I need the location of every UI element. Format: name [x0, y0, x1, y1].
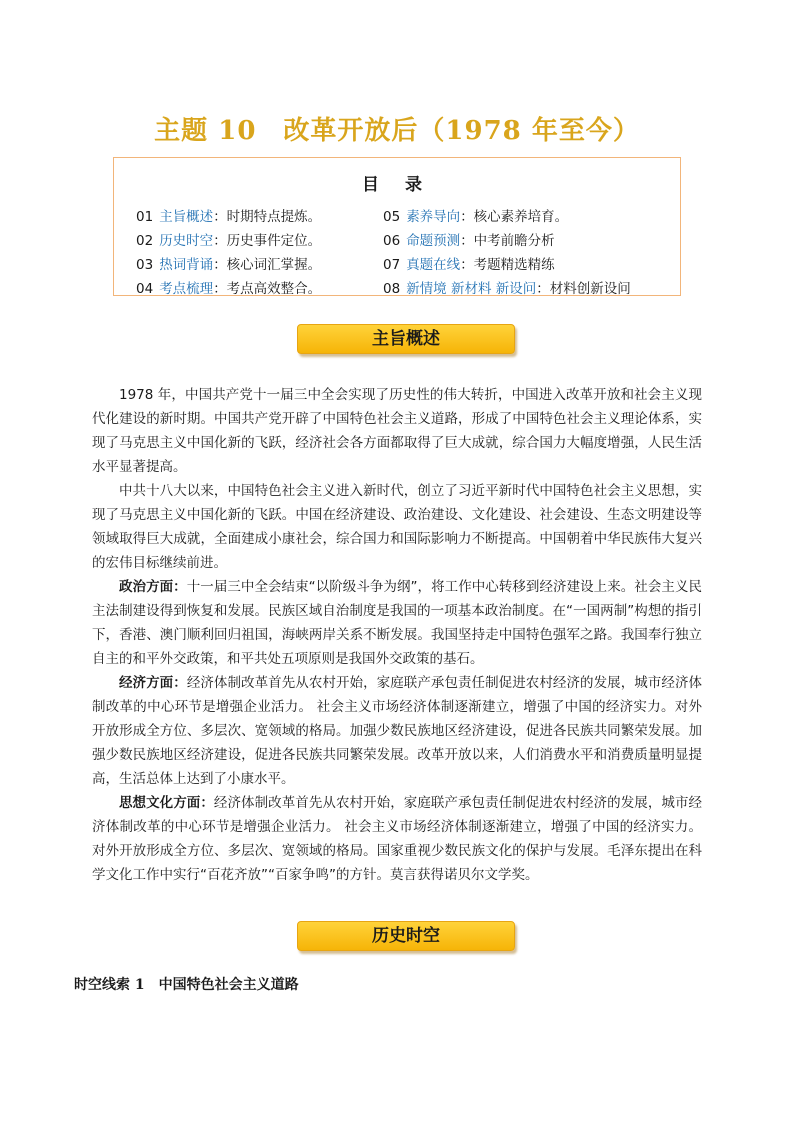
toc-item-desc: ：考点高效整合。	[213, 281, 322, 297]
toc-item-label: 热词背诵	[159, 257, 214, 273]
toc-item-label: 考点梳理	[159, 281, 214, 297]
toc-item-number: 03	[136, 257, 154, 273]
toc-item-desc: ：中考前瞻分析	[460, 233, 555, 249]
toc-item-label: 素养导向	[406, 209, 461, 225]
toc-item-overview[interactable]	[136, 205, 321, 225]
section-banner-timeline: 历史时空	[297, 921, 515, 951]
culture-label: 思想文化方面：	[119, 795, 214, 811]
toc-item-literacy[interactable]	[383, 205, 568, 225]
politics-label: 政治方面：	[119, 579, 187, 595]
toc-item-number: 01	[136, 209, 154, 225]
toc-item-label: 真题在线	[406, 257, 461, 273]
toc-item-desc: ：核心词汇掌握。	[213, 257, 322, 273]
toc-heading: 目 录	[362, 175, 432, 195]
toc-item-key-points[interactable]	[136, 277, 321, 297]
toc-item-desc: ：考题精选精练	[460, 257, 555, 273]
toc-item-label: 历史时空	[159, 233, 214, 249]
economy-label: 经济方面：	[119, 675, 187, 691]
toc-item-prediction[interactable]	[383, 229, 555, 249]
toc-item-desc: ：历史事件定位。	[213, 233, 322, 249]
toc-item-desc: ：核心素养培育。	[460, 209, 569, 225]
toc-item-desc: ：材料创新设问	[536, 281, 631, 297]
paragraph-culture	[92, 791, 702, 887]
paragraph-new-era: 中共十八大以来，中国特色社会主义进入新时代，创立了习近平新时代中国特色社会主义思想，实现了马克思主义中国化新的飞跃。中国在经济建设、政治建设、文化建设、社会建设、生态文明建设等领域取得巨大成就，全面建成小康社会，综合国力和国际影响力不断提高。中国朝着中华民族伟大复兴的宏伟目标继续前进。	[92, 483, 702, 571]
section-banner-overview: 主旨概述	[297, 324, 515, 354]
overview-body	[92, 383, 702, 887]
toc-item-label: 命题预测	[406, 233, 461, 249]
toc-item-past-exams[interactable]	[383, 253, 555, 273]
toc-item-number: 07	[383, 257, 401, 273]
table-of-contents	[113, 157, 681, 296]
toc-item-label: 新情境 新材料 新设问	[406, 281, 537, 297]
paragraph-economy	[92, 671, 702, 791]
toc-item-timeline[interactable]	[136, 229, 321, 249]
paragraph-intro: 1978 年，中国共产党十一届三中全会实现了历史性的伟大转折，中国进入改革开放和社会主义现代化建设的新时期。中国共产党开辟了中国特色社会主义道路，形成了中国特色社会主义理论体系，实现了马克思主义中国化新的飞跃，经济社会各方面都取得了巨大成就，综合国力大幅度增强，人民生活水平显著提高。	[92, 387, 702, 475]
culture-text: 经济体制改革首先从农村开始，家庭联产承包责任制促进农村经济的发展，城市经济体制改革的中心环节是增强企业活力。 社会主义市场经济体制逐渐建立，增强了中国的经济实力。对外开放形成全方位、多层次、宽领域的格局。国家重视少数民族文化的保护与发展。毛泽东提出在科学文化工作中实行“百花齐放”“百家争鸣”的方针。莫言获得诺贝尔文学奖。	[92, 795, 703, 883]
toc-item-number: 06	[383, 233, 401, 249]
page-title: 主题 10 改革开放后（1978 年至今）	[154, 116, 640, 146]
timeline-clue-heading: 时空线索 1 中国特色社会主义道路	[74, 977, 299, 993]
toc-item-keywords[interactable]	[136, 253, 321, 273]
toc-item-desc: ：时期特点提炼。	[213, 209, 322, 225]
toc-item-number: 02	[136, 233, 154, 249]
politics-text: 十一届三中全会结束“以阶级斗争为纲”，将工作中心转移到经济建设上来。社会主义民主法制建设得到恢复和发展。民族区域自治制度是我国的一项基本政治制度。在“一国两制”构想的指引下，香港、澳门顺利回归祖国，海峡两岸关系不断发展。我国坚持走中国特色强军之路。我国奉行独立自主的和平外交政策，和平共处五项原则是我国外交政策的基石。	[92, 579, 702, 667]
paragraph-politics	[92, 575, 702, 671]
toc-item-number: 08	[383, 281, 401, 297]
toc-item-label: 主旨概述	[159, 209, 214, 225]
toc-item-new-context[interactable]	[383, 277, 631, 297]
toc-item-number: 05	[383, 209, 401, 225]
toc-item-number: 04	[136, 281, 154, 297]
economy-text: 经济体制改革首先从农村开始，家庭联产承包责任制促进农村经济的发展，城市经济体制改革的中心环节是增强企业活力。 社会主义市场经济体制逐渐建立，增强了中国的经济实力。对外开放形成全方位、多层次、宽领域的格局。加强少数民族地区经济建设，促进各民族共同繁荣发展。加强少数民族地区经济建设，促进各民族共同繁荣发展。改革开放以来，人们消费水平和消费质量明显提高，生活总体上达到了小康水平。	[92, 675, 703, 787]
